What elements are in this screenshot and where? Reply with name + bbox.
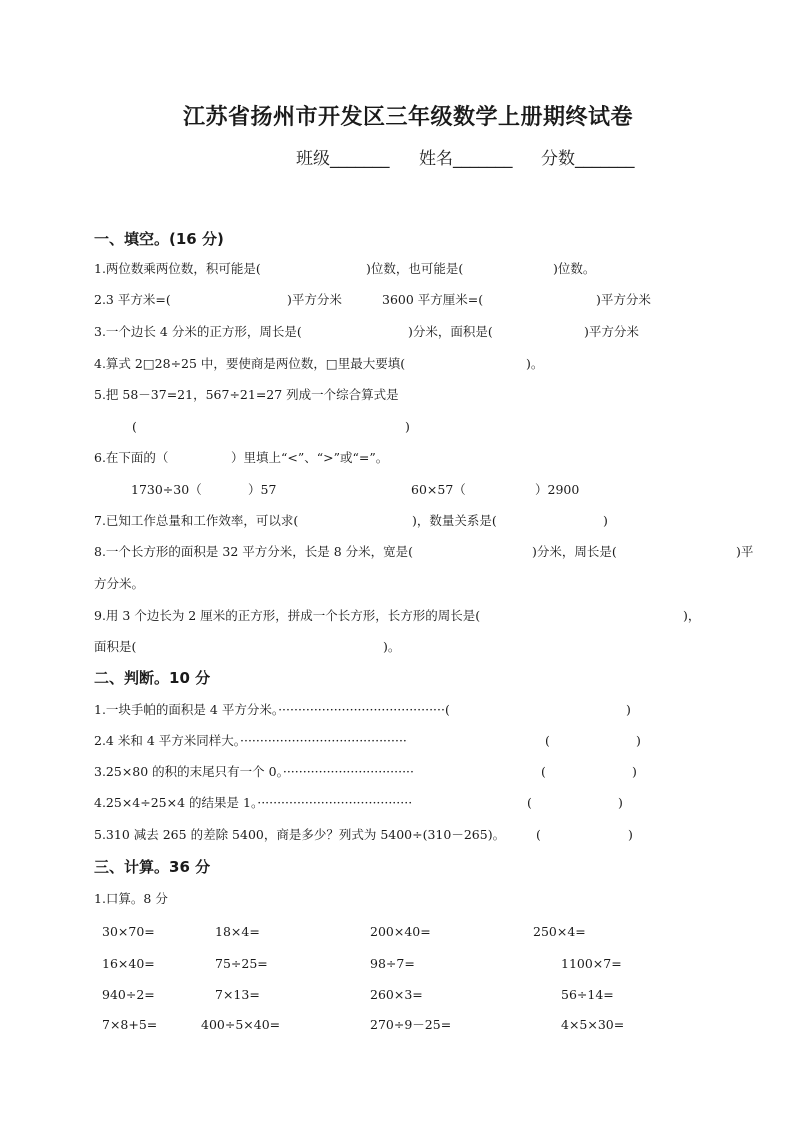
name-field[interactable]: 姓名_______ bbox=[419, 149, 513, 169]
judge-1-text: 1.一块手帕的面积是 4 平方分米。··········································( bbox=[94, 702, 450, 717]
calc-item: 7×8+5= bbox=[102, 1017, 158, 1032]
q3-text-c: )平方分米 bbox=[584, 324, 639, 339]
q4-text-a: 4.算式 2□28÷25 中，要使商是两位数，□里最大要填( bbox=[94, 356, 406, 371]
calc-item: 4×5×30= bbox=[561, 1017, 625, 1032]
judge-5-open: ( bbox=[536, 827, 541, 842]
q5-close-paren: ) bbox=[405, 419, 410, 434]
section-heading-judge: 二、判断。10 分 bbox=[94, 669, 211, 687]
calc-item: 30×70= bbox=[102, 924, 155, 939]
q3-text-b: )分米，面积是( bbox=[408, 324, 493, 339]
q4-text-b: )。 bbox=[526, 356, 544, 371]
judge-3-close: ) bbox=[632, 764, 637, 779]
q2-text-d: )平方分米 bbox=[596, 292, 651, 307]
sub-heading-mental-math: 1.口算。8 分 bbox=[94, 891, 168, 906]
judge-5-text: 5.310 减去 265 的差除 5400，商是多少？列式为 5400÷(310－265)。 bbox=[94, 827, 506, 842]
q2-text-b: )平方分米 bbox=[287, 292, 342, 307]
calc-item: 1100×7= bbox=[561, 956, 622, 971]
q8-text-b: )分米，周长是( bbox=[532, 544, 617, 559]
judge-3-text: 3.25×80 的积的末尾只有一个 0。································· bbox=[94, 764, 414, 779]
q5-open-paren: ( bbox=[132, 419, 137, 434]
class-field[interactable]: 班级_______ bbox=[296, 149, 390, 169]
q9-text-d: )。 bbox=[383, 639, 401, 654]
q6-item-b-right: ）2900 bbox=[535, 482, 580, 497]
q9-text-a: 9.用 3 个边长为 2 厘米的正方形，拼成一个长方形，长方形的周长是( bbox=[94, 608, 481, 623]
q9-text-b: )， bbox=[683, 608, 701, 623]
judge-4-open: ( bbox=[527, 795, 532, 810]
calc-item: 98÷7= bbox=[370, 956, 415, 971]
judge-4-close: ) bbox=[618, 795, 623, 810]
judge-2-open: ( bbox=[545, 733, 550, 748]
q8-text-d: 方分米。 bbox=[94, 576, 145, 591]
calc-item: 16×40= bbox=[102, 956, 155, 971]
q7-text-b: )，数量关系是( bbox=[412, 513, 497, 528]
q1-text-c: )位数。 bbox=[553, 261, 596, 276]
calc-item: 250×4= bbox=[533, 924, 586, 939]
judge-5-close: ) bbox=[628, 827, 633, 842]
judge-1-close: ) bbox=[626, 702, 631, 717]
q2-text-c: 3600 平方厘米=( bbox=[382, 292, 484, 307]
calc-item: 260×3= bbox=[370, 987, 423, 1002]
section-heading-calculation: 三、计算。36 分 bbox=[94, 858, 211, 876]
calc-item: 7×13= bbox=[215, 987, 260, 1002]
score-field[interactable]: 分数_______ bbox=[541, 149, 635, 169]
q2-text-a: 2.3 平方米=( bbox=[94, 292, 171, 307]
q6-item-a-right: ）57 bbox=[248, 482, 277, 497]
judge-2-close: ) bbox=[636, 733, 641, 748]
calc-item: 940÷2= bbox=[102, 987, 155, 1002]
calc-item: 270÷9－25= bbox=[370, 1017, 452, 1032]
q5-text-a: 5.把 58－37=21，567÷21=27 列成一个综合算式是 bbox=[94, 387, 399, 402]
calc-item: 400÷5×40= bbox=[201, 1017, 281, 1032]
calc-item: 18×4= bbox=[215, 924, 260, 939]
q1-text-b: )位数，也可能是( bbox=[366, 261, 464, 276]
q8-text-c: )平 bbox=[736, 544, 754, 559]
judge-3-open: ( bbox=[541, 764, 546, 779]
q7-text-c: ) bbox=[603, 513, 608, 528]
q1-text-a: 1.两位数乘两位数，积可能是( bbox=[94, 261, 261, 276]
page-title: 江苏省扬州市开发区三年级数学上册期终试卷 bbox=[183, 105, 634, 130]
q6-item-b-left: 60×57（ bbox=[411, 482, 466, 497]
q3-text-a: 3.一个边长 4 分米的正方形，周长是( bbox=[94, 324, 302, 339]
judge-2-text: 2.4 米和 4 平方米同样大。·········································· bbox=[94, 733, 407, 748]
calc-item: 200×40= bbox=[370, 924, 431, 939]
section-heading-fill-blank: 一、填空。(16 分) bbox=[94, 230, 224, 248]
judge-4-text: 4.25×4÷25×4 的结果是 1。······································· bbox=[94, 795, 413, 810]
q9-text-c: 面积是( bbox=[94, 639, 137, 654]
calc-item: 56÷14= bbox=[561, 987, 614, 1002]
calc-item: 75÷25= bbox=[215, 956, 268, 971]
q6-text-b: ）里填上“<”、“>”或“=”。 bbox=[231, 450, 389, 465]
q7-text-a: 7.已知工作总量和工作效率，可以求( bbox=[94, 513, 299, 528]
q8-text-a: 8.一个长方形的面积是 32 平方分米，长是 8 分米，宽是( bbox=[94, 544, 414, 559]
q6-item-a-left: 1730÷30（ bbox=[131, 482, 202, 497]
q6-text-a: 6.在下面的（ bbox=[94, 450, 169, 465]
